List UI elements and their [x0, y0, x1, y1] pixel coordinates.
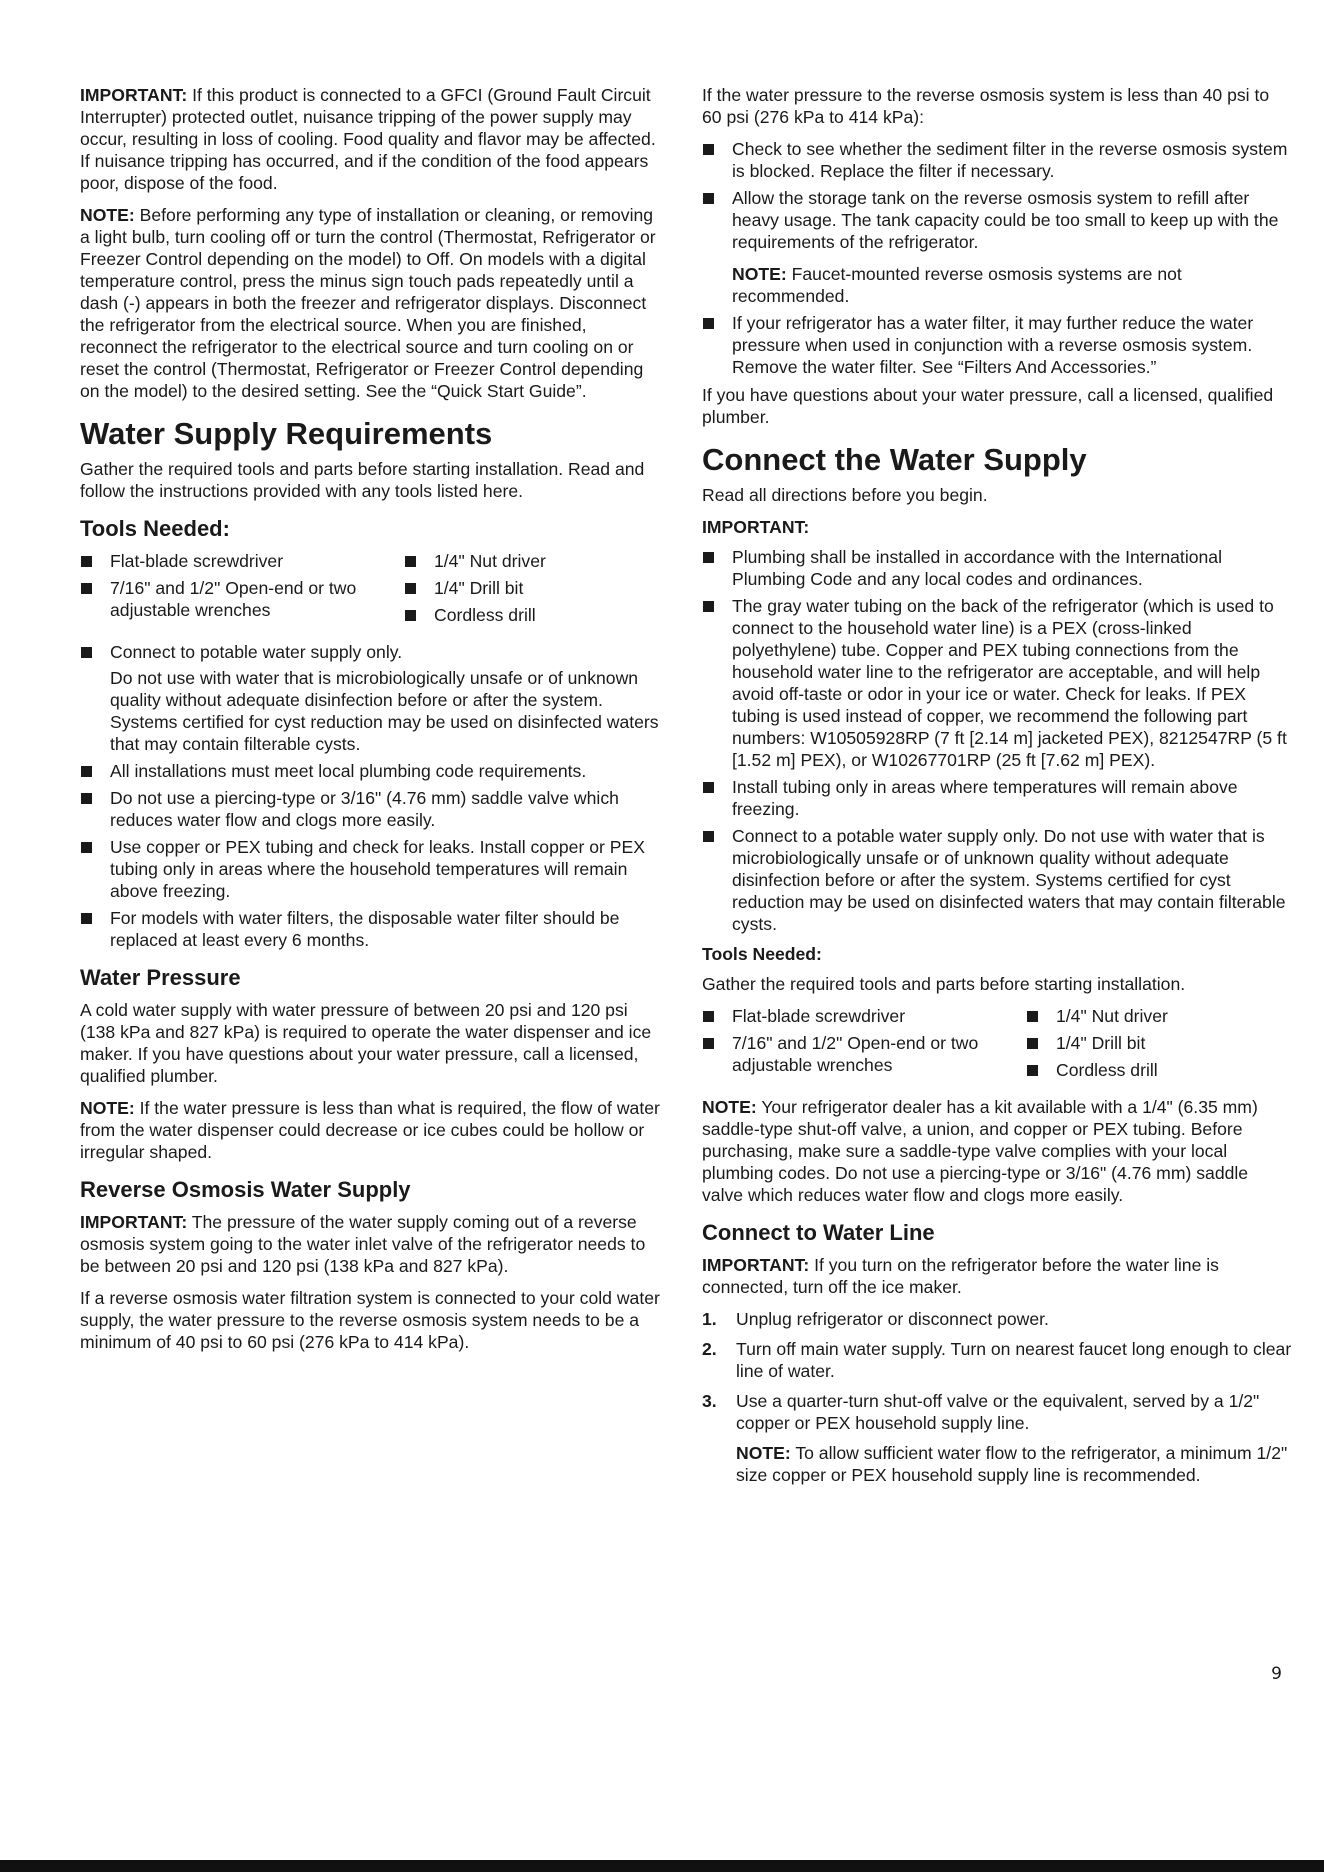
step-item	[702, 1390, 1292, 1486]
tools-list	[80, 550, 666, 637]
list-item: Check to see whether the sediment filter in the reverse osmosis system is blocked. Replace the filter if necessary.	[702, 138, 1292, 182]
water-pressure-note	[80, 1097, 666, 1163]
list-item: 7/16" and 1/2" Open-end or two adjustable wrenches	[80, 577, 404, 621]
list-item: Connect to a potable water supply only. Do not use with water that is microbiologically unsafe or of unknown quality without adequate disinfection before or after the system. Systems certified for cyst reduction may be used on disinfected waters that may contain filterable cysts.	[702, 825, 1292, 935]
requirements-list	[80, 641, 666, 951]
tank-note	[732, 263, 1292, 307]
ro-text: If a reverse osmosis water filtration system is connected to your cold water supply, the water pressure to the reverse osmosis system needs to be a minimum of 40 psi to 60 psi (276 kPa to 414 kPa).	[80, 1288, 660, 1352]
connect-water-supply-heading: Connect the Water Supply	[702, 442, 1087, 477]
list-item: Flat-blade screwdriver	[80, 550, 404, 572]
step-item	[702, 1338, 1292, 1382]
connect-intro: Read all directions before you begin.	[702, 485, 988, 505]
important-label: IMPORTANT:	[80, 85, 188, 105]
step-item	[702, 1308, 1292, 1330]
list-item: 1/4" Nut driver	[404, 550, 666, 572]
tools-list	[702, 1005, 1292, 1092]
step-number: 1.	[702, 1309, 717, 1329]
list-item	[80, 641, 666, 755]
potable-detail: Do not use with water that is microbiologically unsafe or of unknown quality without adequate disinfection before or after the system. Systems certified for cyst reduction may be used on disinfected waters that may contain filterable cysts.	[110, 668, 659, 754]
tools-intro: Gather the required tools and parts before starting installation.	[702, 974, 1186, 994]
note-label: NOTE:	[702, 1097, 757, 1117]
list-item: 7/16" and 1/2" Open-end or two adjustable wrenches	[702, 1032, 1026, 1076]
water-pressure-heading: Water Pressure	[80, 965, 241, 990]
important-label: IMPORTANT:	[80, 1212, 188, 1232]
list-item: Cordless drill	[1026, 1059, 1292, 1081]
page-number: 9	[1271, 1664, 1282, 1684]
note-label: NOTE:	[80, 1098, 135, 1118]
step3-note	[736, 1442, 1292, 1486]
steps-list	[702, 1308, 1292, 1486]
tools-needed-subheading: Tools Needed:	[702, 944, 822, 964]
tools-list-col2	[404, 550, 666, 631]
list-item: 1/4" Drill bit	[404, 577, 666, 599]
ro-important	[80, 1211, 666, 1277]
list-item: All installations must meet local plumbing code requirements.	[80, 760, 666, 782]
note-label: NOTE:	[80, 205, 135, 225]
left-column	[80, 84, 666, 1363]
water-supply-requirements-heading: Water Supply Requirements	[80, 416, 493, 451]
bottom-border	[0, 1860, 1324, 1872]
ro-questions: If you have questions about your water pressure, call a licensed, qualified plumber.	[702, 385, 1274, 427]
step-text: Turn off main water supply. Turn on nearest faucet long enough to clear line of water.	[736, 1339, 1292, 1381]
list-item: 1/4" Nut driver	[1026, 1005, 1292, 1027]
ro-list	[702, 138, 1292, 378]
list-item: Do not use a piercing-type or 3/16" (4.76 mm) saddle valve which reduces water flow and clogs more easily.	[80, 787, 666, 831]
connect-list	[702, 546, 1292, 935]
cleaning-note	[80, 204, 666, 402]
kit-note	[702, 1096, 1292, 1206]
list-item: Use copper or PEX tubing and check for leaks. Install copper or PEX tubing only in areas where the household temperatures will remain above freezing.	[80, 836, 666, 902]
tools-list-col1	[80, 550, 404, 631]
step3-note-text: To allow sufficient water flow to the refrigerator, a minimum 1/2" size copper or PEX household supply line is recommended.	[736, 1443, 1288, 1485]
list-item	[702, 187, 1292, 307]
list-item: Install tubing only in areas where temperatures will remain above freezing.	[702, 776, 1292, 820]
tank-note-text: Faucet-mounted reverse osmosis systems are not recommended.	[732, 264, 1182, 306]
list-item: 1/4" Drill bit	[1026, 1032, 1292, 1054]
step-number: 2.	[702, 1339, 717, 1359]
list-item: For models with water filters, the disposable water filter should be replaced at least every 6 months.	[80, 907, 666, 951]
line-important-text: If you turn on the refrigerator before the water line is connected, turn off the ice maker.	[702, 1255, 1219, 1297]
line-important	[702, 1254, 1292, 1298]
tank-bullet: Allow the storage tank on the reverse osmosis system to refill after heavy usage. The tank capacity could be too small to keep up with the requirements of the refrigerator.	[732, 188, 1279, 252]
tools-list-col2	[1026, 1005, 1292, 1086]
important-label: IMPORTANT:	[702, 1255, 810, 1275]
water-pressure-note-text: If the water pressure is less than what is required, the flow of water from the water dispenser could decrease or ice cubes could be hollow or irregular shaped.	[80, 1098, 660, 1162]
reverse-osmosis-heading: Reverse Osmosis Water Supply	[80, 1177, 411, 1202]
right-column	[702, 84, 1292, 1494]
step-number: 3.	[702, 1391, 717, 1411]
potable-bullet: Connect to potable water supply only.	[110, 642, 403, 662]
list-item: Flat-blade screwdriver	[702, 1005, 1026, 1027]
water-supply-intro: Gather the required tools and parts before starting installation. Read and follow the instructions provided with any tools listed here.	[80, 459, 645, 501]
gfci-important	[80, 84, 666, 194]
connect-important-label: IMPORTANT:	[702, 517, 810, 537]
list-item: The gray water tubing on the back of the refrigerator (which is used to connect to the household water line) is a PEX (cross-linked polyethylene) tube. Copper and PEX tubing connections from the household water line to the refrigerator are acceptable, and will help avoid off-taste or odor in your ice or water. Check for leaks. If PEX tubing is used instead of copper, we recommend the following part numbers: W10505928RP (7 ft [2.14 m] jacketed PEX), 8212547RP (5 ft [1.52 m] PEX), or W10267701RP (25 ft [7.62 m] PEX).	[702, 595, 1292, 771]
list-item: Plumbing shall be installed in accordance with the International Plumbing Code and any local codes and ordinances.	[702, 546, 1292, 590]
ro-low-intro: If the water pressure to the reverse osmosis system is less than 40 psi to 60 psi (276 kPa to 414 kPa):	[702, 85, 1270, 127]
tools-list-col1	[702, 1005, 1026, 1086]
list-item: If your refrigerator has a water filter, it may further reduce the water pressure when used in conjunction with a reverse osmosis system. Remove the water filter. See “Filters And Accessories.”	[702, 312, 1292, 378]
note-label: NOTE:	[732, 264, 787, 284]
tools-needed-heading: Tools Needed:	[80, 516, 230, 541]
connect-water-line-heading: Connect to Water Line	[702, 1220, 935, 1245]
ro-important-text: The pressure of the water supply coming out of a reverse osmosis system going to the water inlet valve of the refrigerator needs to be between 20 psi and 120 psi (138 kPa and 827 kPa).	[80, 1212, 646, 1276]
kit-note-text: Your refrigerator dealer has a kit available with a 1/4" (6.35 mm) saddle-type shut-off valve, a union, and copper or PEX tubing. Before purchasing, make sure a saddle-type valve complies with your local plumbing codes. Do not use a piercing-type or 3/16" (4.76 mm) saddle valve which reduces water flow and clogs more easily.	[702, 1097, 1258, 1205]
gfci-important-text: If this product is connected to a GFCI (Ground Fault Circuit Interrupter) protected outlet, nuisance tripping of the power supply may occur, resulting in loss of cooling. Food quality and flavor may be affected. If nuisance tripping has occurred, and if the condition of the food appears poor, dispose of the food.	[80, 85, 656, 193]
step-text: Unplug refrigerator or disconnect power.	[736, 1309, 1049, 1329]
note-label: NOTE:	[736, 1443, 791, 1463]
water-pressure-text: A cold water supply with water pressure of between 20 psi and 120 psi (138 kPa and 827 kPa) is required to operate the water dispenser and ice maker. If you have questions about your water pressure, call a licensed, qualified plumber.	[80, 1000, 652, 1086]
list-item: Cordless drill	[404, 604, 666, 626]
cleaning-note-text: Before performing any type of installation or cleaning, or removing a light bulb, turn cooling off or turn the control (Thermostat, Refrigerator or Freezer Control depending on the model) to Off. On models with a digital temperature control, press the minus sign touch pads repeatedly until a dash (-) appears in both the freezer and refrigerator displays. Disconnect the refrigerator from the electrical source. When you are finished, reconnect the refrigerator to the electrical source and turn cooling on or reset the control (Thermostat, Refrigerator or Freezer Control depending on the model) to the desired setting. See the “Quick Start Guide”.	[80, 205, 656, 401]
step-text: Use a quarter-turn shut-off valve or the equivalent, served by a 1/2" copper or PEX household supply line.	[736, 1391, 1260, 1433]
